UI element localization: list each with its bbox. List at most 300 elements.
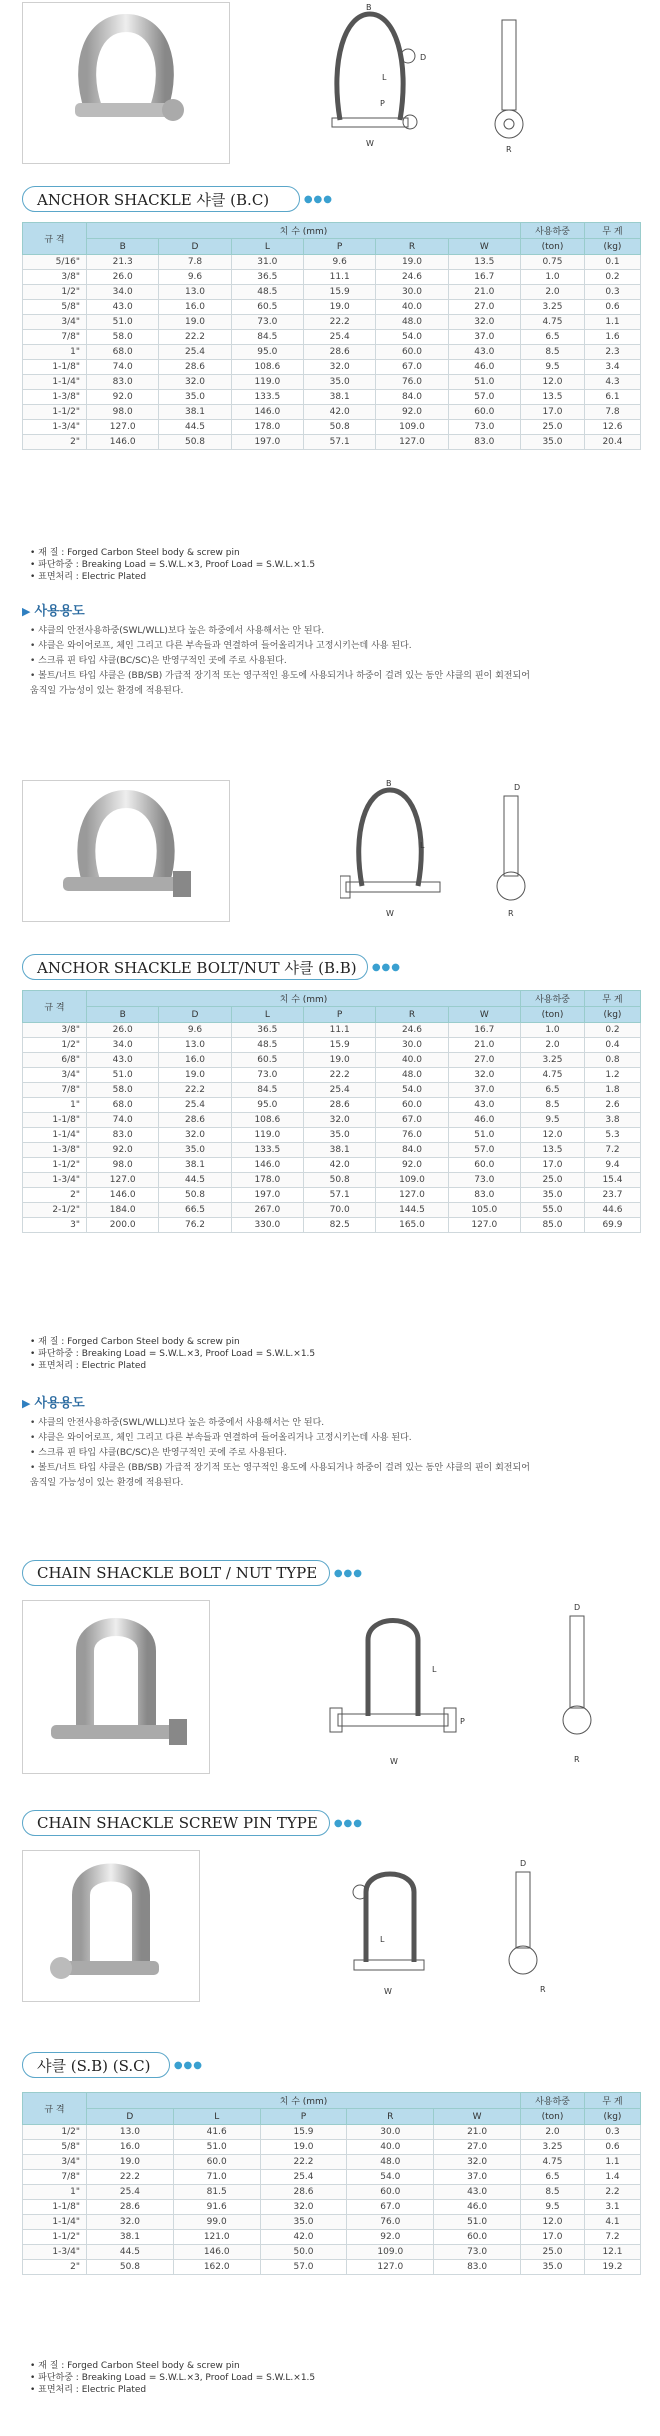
table-row	[23, 330, 641, 345]
col-header-size: 규 격	[23, 2093, 87, 2125]
table-row	[23, 1203, 641, 1218]
table-cell: 127.0	[376, 435, 448, 450]
table-cell: 32.0	[303, 360, 375, 375]
dim-label-w-2: W	[386, 909, 394, 918]
table-cell: 57.0	[448, 390, 520, 405]
chain-shackle-screw-drawing	[340, 1852, 590, 2002]
table-cell: 1.2	[584, 1068, 640, 1083]
table-row	[23, 2170, 641, 2185]
table-cell: 58.0	[87, 330, 159, 345]
table-cell: 32.0	[434, 2155, 521, 2170]
table-cell: 146.0	[231, 405, 303, 420]
dim-label-r: R	[506, 145, 512, 154]
table-cell: 108.6	[231, 1113, 303, 1128]
table-cell: 51.0	[448, 1128, 520, 1143]
col-header-weight-unit: (kg)	[584, 239, 640, 255]
table-cell: 54.0	[347, 2170, 434, 2185]
dim-label-l: L	[382, 73, 387, 82]
table-cell: 21.3	[87, 255, 159, 270]
dim-label-d-3: D	[574, 1603, 581, 1612]
spec-table-anchor-bc	[22, 222, 641, 450]
table-cell: 19.0	[87, 2155, 174, 2170]
table-cell: 20.4	[584, 435, 640, 450]
table-cell: 68.0	[87, 345, 159, 360]
table-cell: 19.0	[260, 2140, 347, 2155]
table-cell: 25.0	[520, 1173, 584, 1188]
table-cell: 57.0	[448, 1143, 520, 1158]
table-cell: 0.2	[584, 1023, 640, 1038]
table-cell: 84.5	[231, 330, 303, 345]
table-cell: 7.8	[159, 255, 231, 270]
table-cell: 71.0	[173, 2170, 260, 2185]
table-cell: 127.0	[448, 1218, 520, 1233]
table-cell: 12.1	[584, 2245, 640, 2260]
chain-shackle-bolt-drawing	[318, 1596, 628, 1774]
col-header-size: 규 격	[23, 991, 87, 1023]
table-cell: 197.0	[231, 435, 303, 450]
dim-label-b: B	[366, 3, 372, 12]
table-cell: 2.0	[520, 1038, 584, 1053]
table-cell: 127.0	[376, 1188, 448, 1203]
table-cell: 4.1	[584, 2215, 640, 2230]
table-row	[23, 255, 641, 270]
table-cell: 7.2	[584, 1143, 640, 1158]
section-title-anchor-bb: ANCHOR SHACKLE BOLT/NUT 샤클 (B.B) ●●●	[22, 954, 368, 980]
table-row	[23, 360, 641, 375]
dim-label-d-4: D	[520, 1859, 527, 1868]
title-dots-icon-3: ●●●	[333, 1567, 363, 1579]
table-cell: 17.0	[520, 405, 584, 420]
table-cell: 22.2	[260, 2155, 347, 2170]
table-cell: 35.0	[520, 1188, 584, 1203]
table-cell-size: 1-1/8"	[23, 2200, 87, 2215]
table-cell: 12.0	[520, 375, 584, 390]
col-header-dims: 치 수 (mm)	[87, 991, 521, 1007]
table-cell: 44.5	[159, 420, 231, 435]
table-cell: 0.4	[584, 1038, 640, 1053]
table-row	[23, 390, 641, 405]
table-cell: 32.0	[159, 1128, 231, 1143]
table-cell: 40.0	[376, 300, 448, 315]
table-cell: 28.6	[159, 360, 231, 375]
col-header-weight-unit: (kg)	[584, 2109, 640, 2125]
table-cell: 3.25	[520, 1053, 584, 1068]
table-cell: 83.0	[87, 375, 159, 390]
section-title-sb-sc: 샤클 (S.B) (S.C) ●●●	[22, 2052, 170, 2078]
table-row	[23, 1158, 641, 1173]
shackle-photo-icon	[23, 3, 229, 163]
table-cell: 22.2	[303, 315, 375, 330]
dim-label-d: D	[420, 53, 427, 62]
table-cell: 60.0	[448, 1158, 520, 1173]
col-header-dims: 치 수 (mm)	[87, 223, 521, 239]
table-cell: 26.0	[87, 1023, 159, 1038]
col-header-swl-unit: (ton)	[520, 239, 584, 255]
table-cell: 2.2	[584, 2185, 640, 2200]
table-cell-size: 6/8"	[23, 1053, 87, 1068]
table-row	[23, 2230, 641, 2245]
table-cell: 74.0	[87, 360, 159, 375]
dim-label-r-3: R	[574, 1755, 580, 1764]
table-cell: 21.0	[434, 2125, 521, 2140]
col-header-swl-unit: (ton)	[520, 1007, 584, 1023]
table-cell: 38.1	[159, 405, 231, 420]
table-row	[23, 1053, 641, 1068]
table-cell: 19.0	[159, 1068, 231, 1083]
table-cell: 35.0	[520, 2260, 584, 2275]
col-header-l: L	[231, 1007, 303, 1023]
table-cell: 1.6	[584, 330, 640, 345]
table-cell: 15.4	[584, 1173, 640, 1188]
table-cell: 30.0	[376, 285, 448, 300]
table-cell-size: 3/8"	[23, 270, 87, 285]
note-line: • 파단하중 : Breaking Load = S.W.L.×3, Proof Load = S.W.L.×1.5	[30, 1349, 316, 1359]
spec-table-sb-sc	[22, 2092, 641, 2275]
usage-line: 움직일 가능성이 있는 환경에 적용된다.	[30, 1478, 184, 1488]
dim-label-w-4: W	[384, 1987, 392, 1996]
col-header-w: W	[434, 2109, 521, 2125]
table-row	[23, 270, 641, 285]
notes-anchor-bb	[30, 1336, 315, 1372]
table-cell: 15.9	[303, 285, 375, 300]
table-cell: 105.0	[448, 1203, 520, 1218]
table-cell: 4.75	[520, 1068, 584, 1083]
usage-line: • 샤클은 와이어로프, 체인 그리고 다른 부속들과 연결하여 들어올리거나 고정시키는데 사용 된다.	[30, 641, 412, 651]
table-cell-size: 1-3/8"	[23, 390, 87, 405]
table-cell: 92.0	[376, 405, 448, 420]
col-header-r: R	[347, 2109, 434, 2125]
table-cell: 34.0	[87, 1038, 159, 1053]
table-cell: 133.5	[231, 1143, 303, 1158]
chain-bolt-photo-icon	[23, 1601, 209, 1773]
dim-label-l-2: L	[420, 841, 425, 850]
table-cell: 30.0	[347, 2125, 434, 2140]
table-cell: 178.0	[231, 1173, 303, 1188]
table-cell: 6.5	[520, 2170, 584, 2185]
table-cell: 0.1	[584, 255, 640, 270]
table-cell: 51.0	[448, 375, 520, 390]
table-cell: 38.1	[87, 2230, 174, 2245]
table-cell-size: 1-3/4"	[23, 2245, 87, 2260]
table-cell: 73.0	[231, 1068, 303, 1083]
table-cell: 57.0	[260, 2260, 347, 2275]
table-cell: 0.3	[584, 285, 640, 300]
table-row	[23, 420, 641, 435]
table-cell-size: 2"	[23, 2260, 87, 2275]
table-cell: 60.0	[434, 2230, 521, 2245]
usage-line: • 스크류 핀 타입 샤클(BC/SC)은 반영구적인 곳에 주로 사용된다.	[30, 656, 287, 666]
table-cell: 15.9	[260, 2125, 347, 2140]
table-cell: 92.0	[347, 2230, 434, 2245]
table-row	[23, 300, 641, 315]
table-cell: 197.0	[231, 1188, 303, 1203]
table-cell: 92.0	[376, 1158, 448, 1173]
table-cell: 50.8	[159, 435, 231, 450]
table-cell: 3.8	[584, 1113, 640, 1128]
table-cell: 32.0	[303, 1113, 375, 1128]
table-cell-size: 1/2"	[23, 1038, 87, 1053]
table-cell: 67.0	[376, 360, 448, 375]
table-cell-size: 1-1/2"	[23, 1158, 87, 1173]
table-cell-size: 1-1/2"	[23, 2230, 87, 2245]
usage-line: • 볼트/너트 타입 샤클은 (BB/SB) 가급적 장기적 또는 영구적인 용도에 사용되거나 하중이 걸려 있는 동안 샤클의 핀이 회전되어	[30, 1463, 530, 1473]
table-cell: 144.5	[376, 1203, 448, 1218]
table-row	[23, 1143, 641, 1158]
table-row	[23, 2215, 641, 2230]
title-dots-icon-4: ●●●	[333, 1817, 363, 1829]
col-header-swl: 사용하중	[520, 991, 584, 1007]
table-cell: 92.0	[87, 1143, 159, 1158]
table-cell: 43.0	[448, 1098, 520, 1113]
table-cell: 67.0	[347, 2200, 434, 2215]
table-cell: 44.5	[87, 2245, 174, 2260]
col-header-l: L	[173, 2109, 260, 2125]
table-cell: 38.1	[303, 1143, 375, 1158]
table-row	[23, 285, 641, 300]
table-cell: 146.0	[173, 2245, 260, 2260]
table-cell: 6.1	[584, 390, 640, 405]
col-header-b: B	[87, 1007, 159, 1023]
col-header-b: B	[87, 239, 159, 255]
table-cell-size: 1-1/8"	[23, 360, 87, 375]
table-cell-size: 7/8"	[23, 330, 87, 345]
table-cell: 40.0	[347, 2140, 434, 2155]
table-row	[23, 2200, 641, 2215]
table-cell: 98.0	[87, 1158, 159, 1173]
table-row	[23, 345, 641, 360]
table-cell: 73.0	[448, 420, 520, 435]
usage-heading-1: ▶ 사용용도	[22, 604, 85, 619]
table-cell: 28.6	[159, 1113, 231, 1128]
table-cell-size: 2"	[23, 1188, 87, 1203]
table-cell: 26.0	[87, 270, 159, 285]
table-cell: 28.6	[87, 2200, 174, 2215]
table-cell: 43.0	[434, 2185, 521, 2200]
note-line: • 표면처리 : Electric Plated	[30, 572, 147, 582]
table-cell: 0.3	[584, 2125, 640, 2140]
col-header-p: P	[303, 239, 375, 255]
table-cell: 1.1	[584, 315, 640, 330]
table-cell: 267.0	[231, 1203, 303, 1218]
table-cell: 127.0	[87, 1173, 159, 1188]
table-cell-size: 1/2"	[23, 285, 87, 300]
table-cell: 108.6	[231, 360, 303, 375]
table-cell: 23.7	[584, 1188, 640, 1203]
table-cell: 73.0	[231, 315, 303, 330]
table-cell-size: 1/2"	[23, 2125, 87, 2140]
table-cell: 5.3	[584, 1128, 640, 1143]
table-cell: 11.1	[303, 1023, 375, 1038]
table-cell: 16.0	[87, 2140, 174, 2155]
table-cell: 146.0	[231, 1158, 303, 1173]
table-cell: 121.0	[173, 2230, 260, 2245]
table-cell: 84.0	[376, 390, 448, 405]
anchor-shackle-bb-drawing	[340, 776, 600, 926]
table-cell: 50.8	[303, 420, 375, 435]
table-cell: 55.0	[520, 1203, 584, 1218]
table-cell: 60.0	[173, 2155, 260, 2170]
note-line: • 재 질 : Forged Carbon Steel body & screw pin	[30, 548, 240, 558]
table-cell: 95.0	[231, 345, 303, 360]
table-cell: 98.0	[87, 405, 159, 420]
table-row	[23, 2245, 641, 2260]
dim-label-p-3: P	[460, 1717, 465, 1726]
table-cell: 109.0	[376, 1173, 448, 1188]
col-header-weight: 무 게	[584, 223, 640, 239]
notes-anchor-bc	[30, 547, 315, 583]
table-cell: 19.0	[159, 315, 231, 330]
table-cell: 42.0	[260, 2230, 347, 2245]
table-cell: 76.0	[376, 1128, 448, 1143]
table-cell: 13.0	[159, 285, 231, 300]
table-cell: 27.0	[448, 1053, 520, 1068]
table-cell: 127.0	[347, 2260, 434, 2275]
table-cell: 17.0	[520, 2230, 584, 2245]
shackle-bolt-photo-icon	[23, 781, 229, 921]
table-cell: 35.0	[520, 435, 584, 450]
table-cell: 85.0	[520, 1218, 584, 1233]
table-cell: 37.0	[448, 330, 520, 345]
table-cell-size: 3/4"	[23, 2155, 87, 2170]
table-cell: 0.6	[584, 2140, 640, 2155]
table-cell: 48.5	[231, 285, 303, 300]
table-cell: 51.0	[87, 1068, 159, 1083]
col-header-swl: 사용하중	[520, 2093, 584, 2109]
table-cell: 91.6	[173, 2200, 260, 2215]
table-cell: 60.5	[231, 1053, 303, 1068]
table-cell: 67.0	[376, 1113, 448, 1128]
table-cell: 19.0	[303, 1053, 375, 1068]
notes-sb-sc	[30, 2360, 315, 2396]
table-cell: 8.5	[520, 2185, 584, 2200]
table-cell: 12.0	[520, 1128, 584, 1143]
table-cell: 2.0	[520, 285, 584, 300]
table-cell-size: 1-1/4"	[23, 1128, 87, 1143]
table-cell: 19.0	[376, 255, 448, 270]
dim-label-l-4: L	[380, 1935, 385, 1944]
table-cell: 1.1	[584, 2155, 640, 2170]
table-cell: 58.0	[87, 1083, 159, 1098]
table-cell: 57.1	[303, 1188, 375, 1203]
table-cell-size: 3/4"	[23, 315, 87, 330]
table-cell: 0.75	[520, 255, 584, 270]
table-cell: 28.6	[303, 1098, 375, 1113]
table-cell: 2.6	[584, 1098, 640, 1113]
table-row	[23, 1173, 641, 1188]
table-cell: 25.0	[520, 420, 584, 435]
table-cell: 146.0	[87, 1188, 159, 1203]
table-cell: 19.2	[584, 2260, 640, 2275]
table-row	[23, 1023, 641, 1038]
table-cell-size: 1-1/8"	[23, 1113, 87, 1128]
table-cell: 32.0	[448, 315, 520, 330]
table-cell: 51.0	[173, 2140, 260, 2155]
table-cell: 13.5	[448, 255, 520, 270]
table-cell: 50.8	[159, 1188, 231, 1203]
table-cell: 178.0	[231, 420, 303, 435]
table-row	[23, 2155, 641, 2170]
table-cell-size: 1"	[23, 2185, 87, 2200]
table-cell: 32.0	[260, 2200, 347, 2215]
table-cell: 35.0	[159, 1143, 231, 1158]
table-cell: 46.0	[434, 2200, 521, 2215]
table-row	[23, 1083, 641, 1098]
table-cell: 109.0	[347, 2245, 434, 2260]
table-cell: 25.0	[520, 2245, 584, 2260]
table-cell: 8.5	[520, 1098, 584, 1113]
col-header-d: D	[159, 1007, 231, 1023]
chain-shackle-screw-photo	[22, 1850, 200, 2002]
table-cell: 1.0	[520, 270, 584, 285]
chain-shackle-bolt-photo	[22, 1600, 210, 1774]
table-cell: 42.0	[303, 1158, 375, 1173]
title-dots-icon: ●●●	[303, 193, 333, 205]
col-header-d: D	[159, 239, 231, 255]
table-cell-size: 5/16"	[23, 255, 87, 270]
table-cell: 1.8	[584, 1083, 640, 1098]
table-cell-size: 1-3/4"	[23, 1173, 87, 1188]
table-cell: 0.2	[584, 270, 640, 285]
table-cell: 76.0	[376, 375, 448, 390]
table-cell: 76.2	[159, 1218, 231, 1233]
table-cell-size: 1-1/4"	[23, 375, 87, 390]
table-cell: 22.2	[159, 1083, 231, 1098]
table-cell-size: 1-3/4"	[23, 420, 87, 435]
table-cell: 7.2	[584, 2230, 640, 2245]
table-cell: 30.0	[376, 1038, 448, 1053]
table-cell: 84.5	[231, 1083, 303, 1098]
col-header-w: W	[448, 239, 520, 255]
table-cell: 46.0	[448, 360, 520, 375]
table-cell: 92.0	[87, 390, 159, 405]
usage-line: • 샤클은 와이어로프, 체인 그리고 다른 부속들과 연결하여 들어올리거나 고정시키는데 사용 된다.	[30, 1433, 412, 1443]
table-cell-size: 2-1/2"	[23, 1203, 87, 1218]
col-header-swl-unit: (ton)	[520, 2109, 584, 2125]
col-header-r: R	[376, 239, 448, 255]
section-title-chain-bolt: CHAIN SHACKLE BOLT / NUT TYPE ●●●	[22, 1560, 330, 1586]
table-cell-size: 3"	[23, 1218, 87, 1233]
table-cell: 25.4	[303, 1083, 375, 1098]
table-cell: 0.8	[584, 1053, 640, 1068]
table-cell: 82.5	[303, 1218, 375, 1233]
table-cell: 54.0	[376, 330, 448, 345]
table-cell: 95.0	[231, 1098, 303, 1113]
table-row	[23, 1038, 641, 1053]
table-row	[23, 315, 641, 330]
usage-line: • 샤클의 안전사용하중(SWL/WLL)보다 높은 하중에서 사용해서는 안 된다.	[30, 626, 325, 636]
dim-label-b-2: B	[386, 779, 392, 788]
table-cell: 41.6	[173, 2125, 260, 2140]
table-cell: 2.3	[584, 345, 640, 360]
table-cell: 32.0	[87, 2215, 174, 2230]
col-header-p: P	[260, 2109, 347, 2125]
table-cell: 8.5	[520, 345, 584, 360]
table-cell: 27.0	[448, 300, 520, 315]
table-cell: 51.0	[87, 315, 159, 330]
dim-label-p: P	[380, 99, 385, 108]
table-cell: 60.0	[376, 1098, 448, 1113]
table-cell: 13.0	[159, 1038, 231, 1053]
table-cell: 66.5	[159, 1203, 231, 1218]
table-cell: 43.0	[87, 1053, 159, 1068]
table-cell: 73.0	[448, 1173, 520, 1188]
table-cell: 50.8	[303, 1173, 375, 1188]
table-cell: 1.4	[584, 2170, 640, 2185]
table-cell: 2.0	[520, 2125, 584, 2140]
table-cell: 46.0	[448, 1113, 520, 1128]
table-cell: 0.6	[584, 300, 640, 315]
usage-line: • 샤클의 안전사용하중(SWL/WLL)보다 높은 하중에서 사용해서는 안 된다.	[30, 1418, 325, 1428]
